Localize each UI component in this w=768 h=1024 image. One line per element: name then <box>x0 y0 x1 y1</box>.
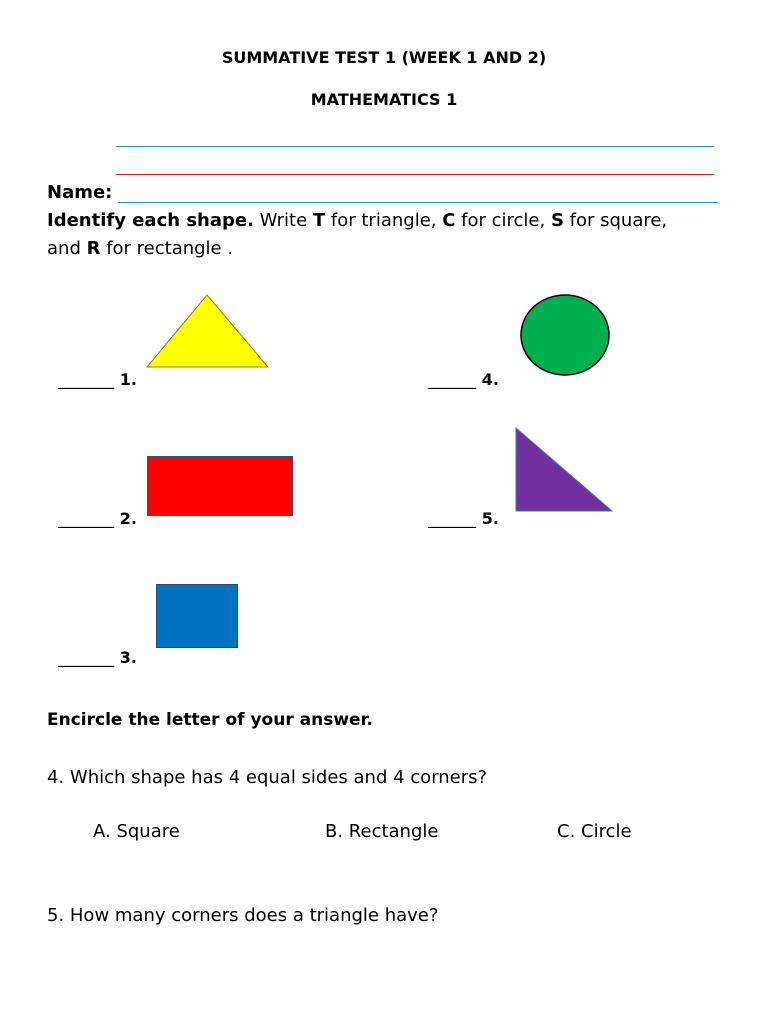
circle-shape <box>519 293 611 377</box>
test-title: SUMMATIVE TEST 1 (WEEK 1 AND 2) <box>221 48 547 67</box>
item-4-blank[interactable]: ______ <box>428 370 477 389</box>
item-4-label <box>417 351 499 389</box>
instructions-text-f: for rectangle . <box>100 238 234 259</box>
question-5: 5. How many corners does a triangle have? <box>47 905 439 926</box>
name-input-line[interactable] <box>118 202 718 203</box>
item-1-label <box>47 351 137 389</box>
choice-b-rectangle[interactable]: B. Rectangle <box>325 821 439 842</box>
instructions-text-a: Write <box>253 210 313 231</box>
letter-c: C <box>442 210 456 231</box>
writing-line-red <box>116 174 714 175</box>
square-shape <box>156 584 238 648</box>
item-3-number: 3. <box>119 648 137 667</box>
item-5-number: 5. <box>481 509 499 528</box>
instructions-bold: Identify each shape. <box>47 210 254 231</box>
item-5-label <box>417 490 499 528</box>
instructions-line-2 <box>47 235 727 263</box>
name-label: Name: <box>47 182 113 203</box>
item-3-label <box>47 629 137 667</box>
right-triangle-shape <box>514 426 616 514</box>
letter-r: R <box>86 238 101 259</box>
instructions-text-c: for circle, <box>455 210 551 231</box>
instructions-text-e: and <box>47 238 87 259</box>
question-4: 4. Which shape has 4 equal sides and 4 corners? <box>47 767 488 788</box>
triangle-shape <box>145 293 271 369</box>
encircle-heading: Encircle the letter of your answer. <box>47 710 373 730</box>
letter-t: T <box>312 210 326 231</box>
subject-title: MATHEMATICS 1 <box>310 90 458 109</box>
item-3-blank[interactable]: _______ <box>58 648 115 667</box>
item-2-number: 2. <box>119 509 137 528</box>
item-2-label <box>47 490 137 528</box>
item-4-number: 4. <box>481 370 499 389</box>
letter-s: S <box>550 210 564 231</box>
choice-a-square[interactable]: A. Square <box>93 821 180 842</box>
instructions <box>47 207 727 263</box>
item-1-number: 1. <box>119 370 137 389</box>
item-5-blank[interactable]: ______ <box>428 509 477 528</box>
instructions-text-b: for triangle, <box>325 210 443 231</box>
rectangle-shape <box>147 456 293 516</box>
item-2-blank[interactable]: _______ <box>58 509 115 528</box>
choice-c-circle[interactable]: C. Circle <box>557 821 632 842</box>
item-1-blank[interactable]: _______ <box>58 370 115 389</box>
instructions-line-1 <box>47 207 727 235</box>
instructions-text-d: for square, <box>563 210 668 231</box>
writing-line-blue <box>116 146 714 147</box>
